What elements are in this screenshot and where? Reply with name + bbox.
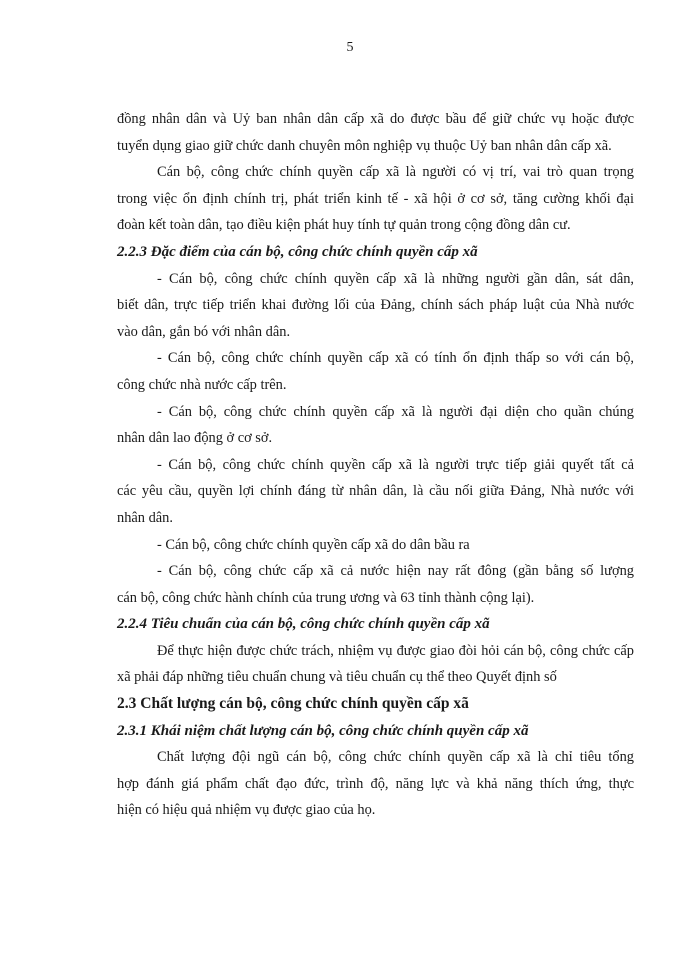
text-line: công chức nhà nước cấp trên. — [117, 376, 287, 393]
page-number: 5 — [346, 40, 354, 55]
text-line: vào dân, gắn bó với nhân dân. — [117, 323, 291, 340]
text-line: - Cán bộ, công chức chính quyền cấp xã là những người gần dân, sát dân, — [157, 270, 634, 287]
text-line: xã phải đáp những tiêu chuẩn chung và tiêu chuẩn cụ thể theo Quyết định số — [117, 669, 557, 686]
section-heading-2-2-3: 2.2.3 Đặc điểm của cán bộ, công chức chính quyền cấp xã — [117, 243, 478, 260]
text-line: - Cán bộ, công chức chính quyền cấp xã có tính ổn định thấp so với cán bộ, — [157, 350, 634, 367]
text-line: nhân dân lao động ở cơ sở. — [117, 430, 273, 447]
text-line: nhân dân. — [117, 509, 173, 526]
text-line: - Cán bộ, công chức cấp xã cả nước hiện nay rất đông (gần bằng số lượng — [157, 563, 634, 580]
text-line: Chất lượng đội ngũ cán bộ, công chức chính quyền cấp xã là chỉ tiêu tổng — [157, 749, 634, 766]
text-line: - Cán bộ, công chức chính quyền cấp xã là người trực tiếp giải quyết tất cả — [157, 456, 634, 473]
text-line: đồng nhân dân và Uỷ ban nhân dân cấp xã do được bầu để giữ chức vụ hoặc được — [117, 111, 634, 127]
text-line: biết dân, trực tiếp triển khai đường lối của Đảng, chính sách pháp luật của Nhà nước — [117, 297, 634, 314]
text-line: - Cán bộ, công chức chính quyền cấp xã là người đại diện cho quần chúng — [157, 403, 634, 420]
text-line: đoàn kết toàn dân, tạo điều kiện phát huy tính tự quản trong cộng đồng dân cư. — [117, 217, 571, 234]
text-line: - Cán bộ, công chức chính quyền cấp xã do dân bầu ra — [157, 536, 470, 553]
text-line: các yêu cầu, quyền lợi chính đáng từ nhân dân, là cầu nối giữa Đảng, Nhà nước với — [117, 483, 634, 500]
section-heading-2-2-4: 2.2.4 Tiêu chuẩn của cán bộ, công chức chính quyền cấp xã — [117, 616, 490, 633]
body-text — [117, 106, 634, 824]
text-line: Cán bộ, công chức chính quyền cấp xã là người có vị trí, vai trò quan trọng — [157, 164, 634, 181]
text-line: Để thực hiện được chức trách, nhiệm vụ được giao đòi hỏi cán bộ, công chức cấp — [157, 642, 634, 659]
text-line: tuyển dụng giao giữ chức danh chuyên môn nghiệp vụ thuộc Uỷ ban nhân dân cấp xã. — [117, 137, 612, 154]
text-line: cán bộ, công chức hành chính của trung ương và 63 tỉnh thành cộng lại). — [117, 589, 535, 606]
text-line: trong việc ổn định chính trị, phát triển kinh tế - xã hội ở cơ sở, tăng cường khối đại — [117, 190, 634, 207]
text-line: hiện có hiệu quả nhiệm vụ được giao của họ. — [117, 802, 376, 819]
section-heading-2-3: 2.3 Chất lượng cán bộ, công chức chính quyền cấp xã — [117, 695, 469, 713]
section-heading-2-3-1: 2.3.1 Khái niệm chất lượng cán bộ, công chức chính quyền cấp xã — [117, 722, 529, 739]
text-line: hợp đánh giá phẩm chất đạo đức, trình độ, năng lực và khả năng thích ứng, thực — [117, 775, 634, 792]
